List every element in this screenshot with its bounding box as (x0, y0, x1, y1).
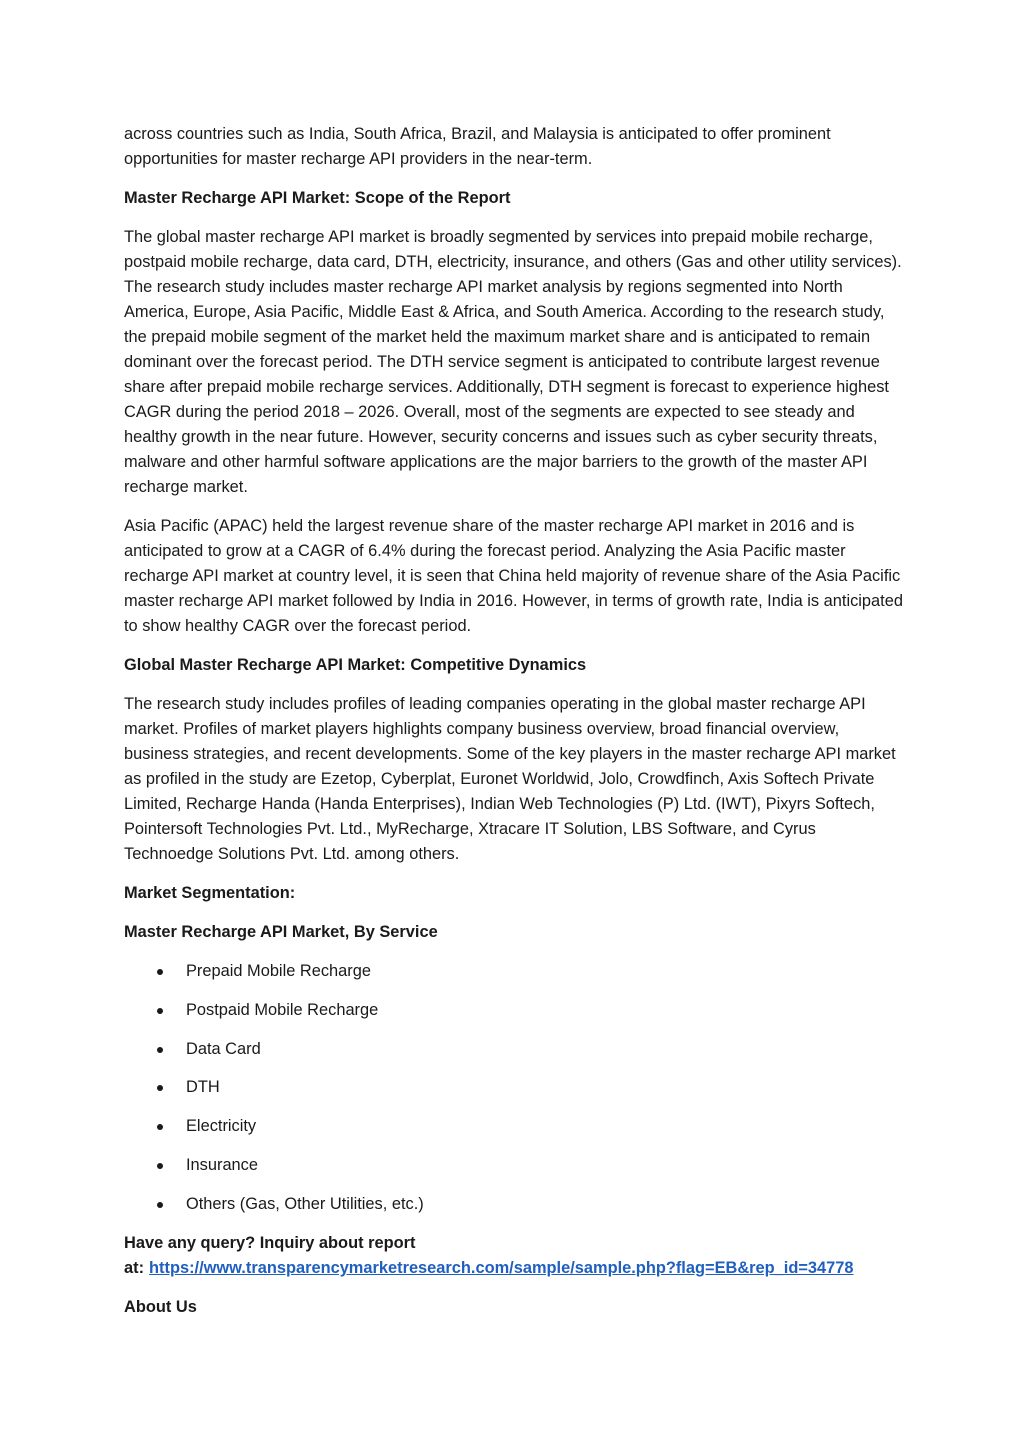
service-list (124, 959, 904, 1217)
list-item (124, 1075, 904, 1100)
intro-paragraph: across countries such as India, South Africa, Brazil, and Malaysia is anticipated to offer prominent opportunities for master recharge API providers in the near-term. (124, 125, 831, 168)
list-item-label: Electricity (186, 1117, 257, 1136)
sample-report-link[interactable]: https://www.transparencymarketresearch.com/sample/sample.php?flag=EB&rep_id=34778 (149, 1258, 854, 1277)
list-item-label: Others (Gas, Other Utilities, etc.) (186, 1194, 424, 1213)
list-item (124, 1153, 904, 1178)
list-item (124, 1192, 904, 1217)
list-item-label: Postpaid Mobile Recharge (186, 1000, 379, 1019)
list-item (124, 1114, 904, 1139)
bullet-icon (157, 969, 163, 975)
apac-paragraph: Asia Pacific (APAC) held the largest revenue share of the master recharge API market in 2016 and is anticipated to grow at a CAGR of 6.4% during the forecast period. Analyzing the Asia Pacific master recharge API market at country level, it is seen that China held majority of revenue share of the Asia Pacific master recharge API market followed by India in 2016. However, in terms of growth rate, India is anticipated to show healthy CAGR over the forecast period. (124, 517, 903, 635)
about-heading: About Us (124, 1297, 197, 1316)
bullet-icon (157, 1008, 163, 1014)
query-line: Have any query? Inquiry about report (124, 1233, 416, 1252)
document-page (124, 122, 904, 1334)
list-item-label: Data Card (186, 1039, 261, 1058)
query-prefix: at: (124, 1258, 145, 1277)
list-item (124, 998, 904, 1023)
competitive-heading: Global Master Recharge API Market: Competitive Dynamics (124, 656, 587, 674)
list-item-label: Prepaid Mobile Recharge (186, 962, 371, 980)
bullet-icon (157, 1163, 163, 1169)
bullet-icon (157, 1047, 163, 1053)
bullet-icon (157, 1202, 163, 1208)
bullet-icon (157, 1085, 163, 1091)
list-item-label: Insurance (186, 1155, 258, 1174)
query-link-line (124, 1256, 904, 1281)
competitive-paragraph: The research study includes profiles of leading companies operating in the global master recharge API market. Profiles of market players highlights company business overview, broad financial overview, business strategies, and recent developments. Some of the key players in the master recharge API market as profiled in the study are Ezetop, Cyberplat, Euronet Worldwid, Jolo, Crowdfinch, Axis Softech Private Limited, Recharge Handa (Handa Enterprises), Indian Web Technologies (P) Ltd. (IWT), Pixyrs Softech, Pointersoft Technologies Pvt. Ltd., MyRecharge, Xtracare IT Solution, LBS Software, and Cyrus Technoedge Solutions Pvt. Ltd. among others. (124, 695, 896, 863)
list-item (124, 959, 904, 984)
by-service-heading: Master Recharge API Market, By Service (124, 923, 438, 941)
bullet-icon (157, 1124, 163, 1130)
scope-paragraph: The global master recharge API market is broadly segmented by services into prepaid mobile recharge, postpaid mobile recharge, data card, DTH, electricity, insurance, and others (Gas and other utility services). The research study includes master recharge API market analysis by regions segmented into North America, Europe, Asia Pacific, Middle East & Africa, and South America. According to the research study, the prepaid mobile segment of the market held the maximum market share and is anticipated to remain dominant over the forecast period. The DTH service segment is anticipated to contribute largest revenue share after prepaid mobile recharge services. Additionally, DTH segment is forecast to experience highest CAGR during the period 2018 – 2026. Overall, most of the segments are expected to see steady and healthy growth in the near future. However, security concerns and issues such as cyber security threats, malware and other harmful software applications are the major barriers to the growth of the master API recharge market. (124, 228, 902, 496)
scope-heading: Master Recharge API Market: Scope of the Report (124, 189, 511, 207)
list-item (124, 1037, 904, 1062)
segmentation-heading: Market Segmentation: (124, 884, 296, 902)
list-item-label: DTH (186, 1078, 220, 1097)
query-block (124, 1231, 904, 1281)
